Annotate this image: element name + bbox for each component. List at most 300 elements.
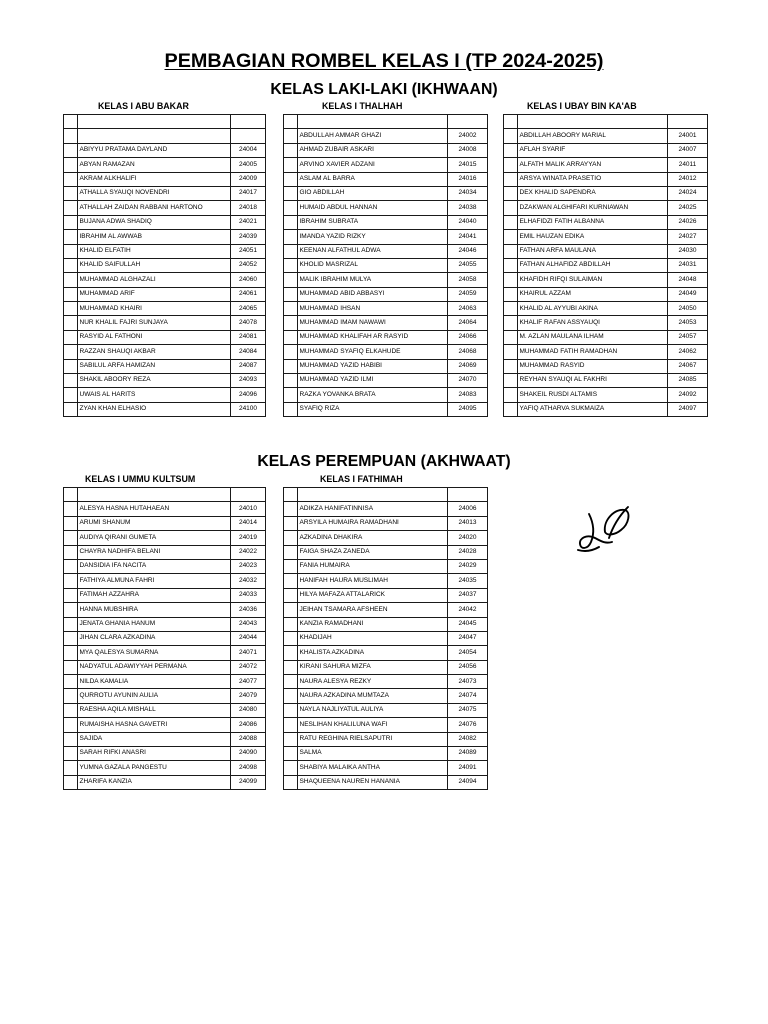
student-id: 24008 <box>448 143 488 157</box>
student-row <box>64 330 266 344</box>
student-row <box>504 287 708 301</box>
student-id: 24033 <box>231 588 266 602</box>
student-row <box>504 258 708 272</box>
student-name: MUHAMMAD KHALIFAH AR RASYID <box>298 330 448 344</box>
student-name: ALESYA HASNA HUTAHAEAN <box>78 502 231 516</box>
student-row <box>64 545 266 559</box>
student-name: KANZIA RAMADHANI <box>298 617 448 631</box>
student-id: 24049 <box>668 287 708 301</box>
row-marker-cell <box>64 143 78 157</box>
student-name: IBRAHIM AL AWWAB <box>78 230 231 244</box>
student-id: 24023 <box>231 559 266 573</box>
student-row <box>64 559 266 573</box>
row-marker-cell <box>284 316 298 330</box>
row-marker-cell <box>284 588 298 602</box>
row-marker-cell <box>284 287 298 301</box>
student-row <box>284 660 488 674</box>
student-id: 24060 <box>231 273 266 287</box>
student-name: ARVINO XAVIER ADZANI <box>298 158 448 172</box>
row-marker-cell <box>64 631 78 645</box>
student-id: 24061 <box>231 287 266 301</box>
row-marker-cell <box>64 718 78 732</box>
student-row <box>64 531 266 545</box>
student-id: 24013 <box>448 516 488 530</box>
student-id: 24025 <box>668 201 708 215</box>
student-row <box>284 646 488 660</box>
row-marker-cell <box>284 574 298 588</box>
student-id: 24045 <box>448 617 488 631</box>
student-id: 24016 <box>448 172 488 186</box>
student-name: FATIMAH AZZAHRA <box>78 588 231 602</box>
student-id: 24068 <box>448 345 488 359</box>
row-marker-cell <box>64 273 78 287</box>
student-row <box>504 316 708 330</box>
student-id: 24080 <box>231 703 266 717</box>
student-id: 24004 <box>231 143 266 157</box>
student-name: SHAKEIL RUSDI ALTAMIS <box>518 388 668 402</box>
student-id: 24034 <box>448 186 488 200</box>
student-name: NUR KHALIL FAJRI SUNJAYA <box>78 316 231 330</box>
row-marker-cell <box>64 545 78 559</box>
student-row <box>64 675 266 689</box>
blank-row <box>284 115 488 129</box>
student-name: ZHARIFA KANZIA <box>78 775 231 789</box>
student-name: KHALIF RAFAN ASSYAUQI <box>518 316 668 330</box>
student-id: 24014 <box>231 516 266 530</box>
student-id: 24007 <box>668 143 708 157</box>
row-marker-cell <box>64 230 78 244</box>
student-name: SABILUL ARFA HAMIZAN <box>78 359 231 373</box>
student-row <box>504 129 708 143</box>
student-name: RASYID AL FATHONI <box>78 330 231 344</box>
row-marker-cell <box>64 258 78 272</box>
row-marker-cell <box>284 388 298 402</box>
roster-table-fathimah <box>283 487 488 790</box>
student-row <box>284 374 488 388</box>
student-id: 24030 <box>668 244 708 258</box>
student-row <box>504 201 708 215</box>
row-marker-cell <box>284 732 298 746</box>
student-row <box>504 374 708 388</box>
row-marker-cell <box>504 302 518 316</box>
student-row <box>64 718 266 732</box>
student-row <box>284 158 488 172</box>
student-name: MUHAMMAD ABID ABBASYI <box>298 287 448 301</box>
student-id: 24001 <box>668 129 708 143</box>
student-row <box>64 388 266 402</box>
student-id: 24048 <box>668 273 708 287</box>
student-row <box>284 747 488 761</box>
class-label-ummu-kultsum: KELAS I UMMU KULTSUM <box>85 474 196 484</box>
student-row <box>64 617 266 631</box>
blank-cell <box>284 488 298 502</box>
row-marker-cell <box>284 402 298 416</box>
student-name: HILYA MAFAZA ATTALARICK <box>298 588 448 602</box>
student-id: 24070 <box>448 374 488 388</box>
row-marker-cell <box>504 273 518 287</box>
student-row <box>504 330 708 344</box>
student-id: 24012 <box>668 172 708 186</box>
row-marker-cell <box>64 603 78 617</box>
row-marker-cell <box>504 215 518 229</box>
row-marker-cell <box>284 359 298 373</box>
student-row <box>284 302 488 316</box>
student-name: MUHAMMAD YAZID HABIBI <box>298 359 448 373</box>
row-marker-cell <box>284 660 298 674</box>
student-name: KHALID ELFATIH <box>78 244 231 258</box>
student-id: 24044 <box>231 631 266 645</box>
student-id: 24040 <box>448 215 488 229</box>
row-marker-cell <box>284 559 298 573</box>
student-id: 24042 <box>448 603 488 617</box>
student-id: 24086 <box>231 718 266 732</box>
student-name: YUMNA GAZALA PANGESTU <box>78 761 231 775</box>
student-row <box>284 345 488 359</box>
student-id: 24021 <box>231 215 266 229</box>
student-row <box>284 718 488 732</box>
student-id: 24093 <box>231 374 266 388</box>
student-name: HUMAID ABDUL HANNAN <box>298 201 448 215</box>
student-row <box>284 388 488 402</box>
student-row <box>64 502 266 516</box>
class-label-ubay-bin-kaab: KELAS I UBAY BIN KA'AB <box>527 101 637 111</box>
student-id: 24077 <box>231 675 266 689</box>
student-name: AFLAH SYARIF <box>518 143 668 157</box>
row-marker-cell <box>64 215 78 229</box>
blank-cell <box>518 115 668 129</box>
row-marker-cell <box>284 244 298 258</box>
row-marker-cell <box>284 703 298 717</box>
student-name: NAURA AZKADINA MUMTAZA <box>298 689 448 703</box>
student-row <box>504 143 708 157</box>
row-marker-cell <box>64 158 78 172</box>
student-id: 24050 <box>668 302 708 316</box>
row-marker-cell <box>504 402 518 416</box>
row-marker-cell <box>64 316 78 330</box>
student-id: 24057 <box>668 330 708 344</box>
student-row <box>284 675 488 689</box>
student-name: MUHAMMAD RASYID <box>518 359 668 373</box>
student-name: ARUMI SHANUM <box>78 516 231 530</box>
student-row <box>284 287 488 301</box>
row-marker-cell <box>64 775 78 789</box>
row-marker-cell <box>64 761 78 775</box>
row-marker-cell <box>284 545 298 559</box>
blank-cell <box>64 488 78 502</box>
student-id: 24097 <box>668 402 708 416</box>
student-name: DEX KHALID SAPENDRA <box>518 186 668 200</box>
student-row <box>64 761 266 775</box>
blank-cell <box>504 115 518 129</box>
student-row <box>284 545 488 559</box>
student-id: 24017 <box>231 186 266 200</box>
row-marker-cell <box>64 531 78 545</box>
student-name: RAESHA AQILA MISHALL <box>78 703 231 717</box>
row-marker-cell <box>284 775 298 789</box>
student-name: KHALID SAIFULLAH <box>78 258 231 272</box>
student-name: FAIGA SHAZA ZANEDA <box>298 545 448 559</box>
row-marker-cell <box>284 186 298 200</box>
roster-body <box>64 115 266 417</box>
row-marker-cell <box>64 559 78 573</box>
row-marker-cell <box>64 660 78 674</box>
student-id: 24085 <box>668 374 708 388</box>
student-name: JENATA GHANIA HANUM <box>78 617 231 631</box>
student-id: 24074 <box>448 689 488 703</box>
student-row <box>64 631 266 645</box>
row-marker-cell <box>504 345 518 359</box>
row-marker-cell <box>284 258 298 272</box>
student-row <box>504 158 708 172</box>
student-name: RAZKA YOVANKA BRATA <box>298 388 448 402</box>
student-id: 24095 <box>448 402 488 416</box>
row-marker-cell <box>284 689 298 703</box>
student-name: FANIA HUMAIRA <box>298 559 448 573</box>
row-marker-cell <box>284 646 298 660</box>
student-id: 24073 <box>448 675 488 689</box>
row-marker-cell <box>284 143 298 157</box>
student-id: 24006 <box>448 502 488 516</box>
student-row <box>284 689 488 703</box>
student-id: 24098 <box>231 761 266 775</box>
student-row <box>504 388 708 402</box>
student-name: ASLAM AL BARRA <box>298 172 448 186</box>
student-row <box>64 230 266 244</box>
student-name: GIO ABDILLAH <box>298 186 448 200</box>
student-row <box>64 747 266 761</box>
row-marker-cell <box>284 761 298 775</box>
row-marker-cell <box>504 129 518 143</box>
student-id: 24078 <box>231 316 266 330</box>
student-id: 24071 <box>231 646 266 660</box>
student-id: 24052 <box>231 258 266 272</box>
student-id: 24055 <box>448 258 488 272</box>
student-name: UWAIS AL HARITS <box>78 388 231 402</box>
student-id: 24063 <box>448 302 488 316</box>
student-row <box>504 359 708 373</box>
student-name: KIRANI SAHURA MIZFA <box>298 660 448 674</box>
row-marker-cell <box>284 201 298 215</box>
row-marker-cell <box>64 588 78 602</box>
girls-section-heading: KELAS PEREMPUAN (AKHWAAT) <box>257 453 511 470</box>
roster-table-abu-bakar <box>63 114 266 417</box>
student-name: RUMAISHA HASNA GAVETRI <box>78 718 231 732</box>
student-row <box>284 617 488 631</box>
student-id: 24046 <box>448 244 488 258</box>
student-row <box>504 230 708 244</box>
student-name: M. AZLAN MAULANA ILHAM <box>518 330 668 344</box>
student-name: KHALISTA AZKADINA <box>298 646 448 660</box>
student-id: 24065 <box>231 302 266 316</box>
student-id: 24020 <box>448 531 488 545</box>
row-marker-cell <box>284 374 298 388</box>
row-marker-cell <box>284 230 298 244</box>
student-name: MUHAMMAD YAZID ILMI <box>298 374 448 388</box>
row-marker-cell <box>284 158 298 172</box>
student-id: 24051 <box>231 244 266 258</box>
student-id: 24047 <box>448 631 488 645</box>
student-row <box>284 258 488 272</box>
student-row <box>64 345 266 359</box>
row-marker-cell <box>64 646 78 660</box>
student-id: 24079 <box>231 689 266 703</box>
row-marker-cell <box>284 718 298 732</box>
student-row <box>284 574 488 588</box>
student-row <box>284 215 488 229</box>
row-marker-cell <box>284 747 298 761</box>
student-id: 24011 <box>668 158 708 172</box>
student-row <box>64 603 266 617</box>
student-id: 24088 <box>231 732 266 746</box>
student-row <box>64 703 266 717</box>
student-name: ARSYA WINATA PRASETIO <box>518 172 668 186</box>
blank-row <box>64 129 266 143</box>
student-row <box>64 143 266 157</box>
blank-cell <box>78 129 231 143</box>
student-id: 24041 <box>448 230 488 244</box>
student-row <box>64 215 266 229</box>
student-id: 24037 <box>448 588 488 602</box>
student-name: IBRAHIM SUBRATA <box>298 215 448 229</box>
student-row <box>284 732 488 746</box>
student-id: 24024 <box>668 186 708 200</box>
student-name: ARSYILA HUMAIRA RAMADHANI <box>298 516 448 530</box>
row-marker-cell <box>64 374 78 388</box>
student-id: 24059 <box>448 287 488 301</box>
student-name: NAYLA NAJLIYATUL AULIYA <box>298 703 448 717</box>
student-name: SALMA <box>298 747 448 761</box>
row-marker-cell <box>64 402 78 416</box>
blank-row <box>64 488 266 502</box>
student-id: 24092 <box>668 388 708 402</box>
blank-cell <box>298 115 448 129</box>
row-marker-cell <box>504 359 518 373</box>
student-name: AZKADINA DHAKIRA <box>298 531 448 545</box>
student-name: FATHAN ARFA MAULANA <box>518 244 668 258</box>
student-id: 24009 <box>231 172 266 186</box>
student-name: ABDULLAH AMMAR GHAZI <box>298 129 448 143</box>
student-name: SHABIYA MALAIKA ANTHA <box>298 761 448 775</box>
class-label-thalhah: KELAS I THALHAH <box>322 101 403 111</box>
student-name: DANSIDIA IFA NACITA <box>78 559 231 573</box>
student-name: CHAYRA NADHIFA BELANI <box>78 545 231 559</box>
row-marker-cell <box>504 201 518 215</box>
student-id: 24019 <box>231 531 266 545</box>
student-row <box>284 559 488 573</box>
student-name: REYHAN SYAUQI AL FAKHRI <box>518 374 668 388</box>
student-id: 24038 <box>448 201 488 215</box>
student-name: FATHAN ALHAFIDZ ABDILLAH <box>518 258 668 272</box>
student-row <box>284 273 488 287</box>
student-name: ATHALLA SYAUQI NOVENDRI <box>78 186 231 200</box>
student-id: 24035 <box>448 574 488 588</box>
student-name: NAURA ALESYA REZKY <box>298 675 448 689</box>
student-id: 24031 <box>668 258 708 272</box>
roster-table-thalhah <box>283 114 488 417</box>
row-marker-cell <box>64 330 78 344</box>
blank-cell <box>298 488 448 502</box>
student-id: 24072 <box>231 660 266 674</box>
student-id: 24010 <box>231 502 266 516</box>
student-name: SARAH RIFKI ANASRI <box>78 747 231 761</box>
class-label-fathimah: KELAS I FATHIMAH <box>320 474 403 484</box>
row-marker-cell <box>284 603 298 617</box>
boys-section-heading: KELAS LAKI-LAKI (IKHWAAN) <box>270 81 498 98</box>
student-row <box>64 402 266 416</box>
blank-cell <box>448 115 488 129</box>
row-marker-cell <box>284 215 298 229</box>
student-id: 24053 <box>668 316 708 330</box>
student-row <box>504 402 708 416</box>
student-row <box>284 402 488 416</box>
roster-body <box>284 488 488 790</box>
student-id: 24100 <box>231 402 266 416</box>
student-name: HANNA MUBSHIRA <box>78 603 231 617</box>
student-row <box>284 531 488 545</box>
student-row <box>284 172 488 186</box>
row-marker-cell <box>284 172 298 186</box>
student-id: 24096 <box>231 388 266 402</box>
student-id: 24043 <box>231 617 266 631</box>
student-id: 24028 <box>448 545 488 559</box>
blank-cell <box>78 488 231 502</box>
document-title: PEMBAGIAN ROMBEL KELAS I (TP 2024-2025) <box>164 50 604 72</box>
student-id: 24084 <box>231 345 266 359</box>
student-name: ZYAN KHAN ELHASIO <box>78 402 231 416</box>
student-name: KHAIRUL AZZAM <box>518 287 668 301</box>
row-marker-cell <box>64 244 78 258</box>
row-marker-cell <box>504 143 518 157</box>
student-name: MYA QALESYA SUMARNA <box>78 646 231 660</box>
student-id: 24056 <box>448 660 488 674</box>
student-name: ELHAFIDZI FATIH ALBANNA <box>518 215 668 229</box>
student-row <box>64 244 266 258</box>
student-row <box>284 330 488 344</box>
student-name: EMIL HAUZAN EDIKA <box>518 230 668 244</box>
row-marker-cell <box>64 689 78 703</box>
roster-body <box>284 115 488 417</box>
student-id: 24039 <box>231 230 266 244</box>
student-row <box>64 287 266 301</box>
student-id: 24094 <box>448 775 488 789</box>
student-id: 24087 <box>231 359 266 373</box>
row-marker-cell <box>64 732 78 746</box>
blank-cell <box>284 115 298 129</box>
signature <box>575 502 631 554</box>
blank-cell <box>64 129 78 143</box>
signature-stroke <box>609 507 628 538</box>
student-name: JEIHAN TSAMARA AFSHEEN <box>298 603 448 617</box>
row-marker-cell <box>284 675 298 689</box>
student-name: SHAKIL ABOORY REZA <box>78 374 231 388</box>
row-marker-cell <box>64 201 78 215</box>
student-name: NESLIHAN KHALILUNA WAFI <box>298 718 448 732</box>
blank-cell <box>78 115 231 129</box>
student-row <box>64 660 266 674</box>
student-row <box>64 775 266 789</box>
student-id: 24026 <box>668 215 708 229</box>
student-row <box>284 761 488 775</box>
row-marker-cell <box>504 172 518 186</box>
student-name: SAJIDA <box>78 732 231 746</box>
student-row <box>64 374 266 388</box>
student-id: 24062 <box>668 345 708 359</box>
student-row <box>64 258 266 272</box>
student-row <box>284 502 488 516</box>
student-id: 24076 <box>448 718 488 732</box>
blank-row <box>64 115 266 129</box>
row-marker-cell <box>284 345 298 359</box>
